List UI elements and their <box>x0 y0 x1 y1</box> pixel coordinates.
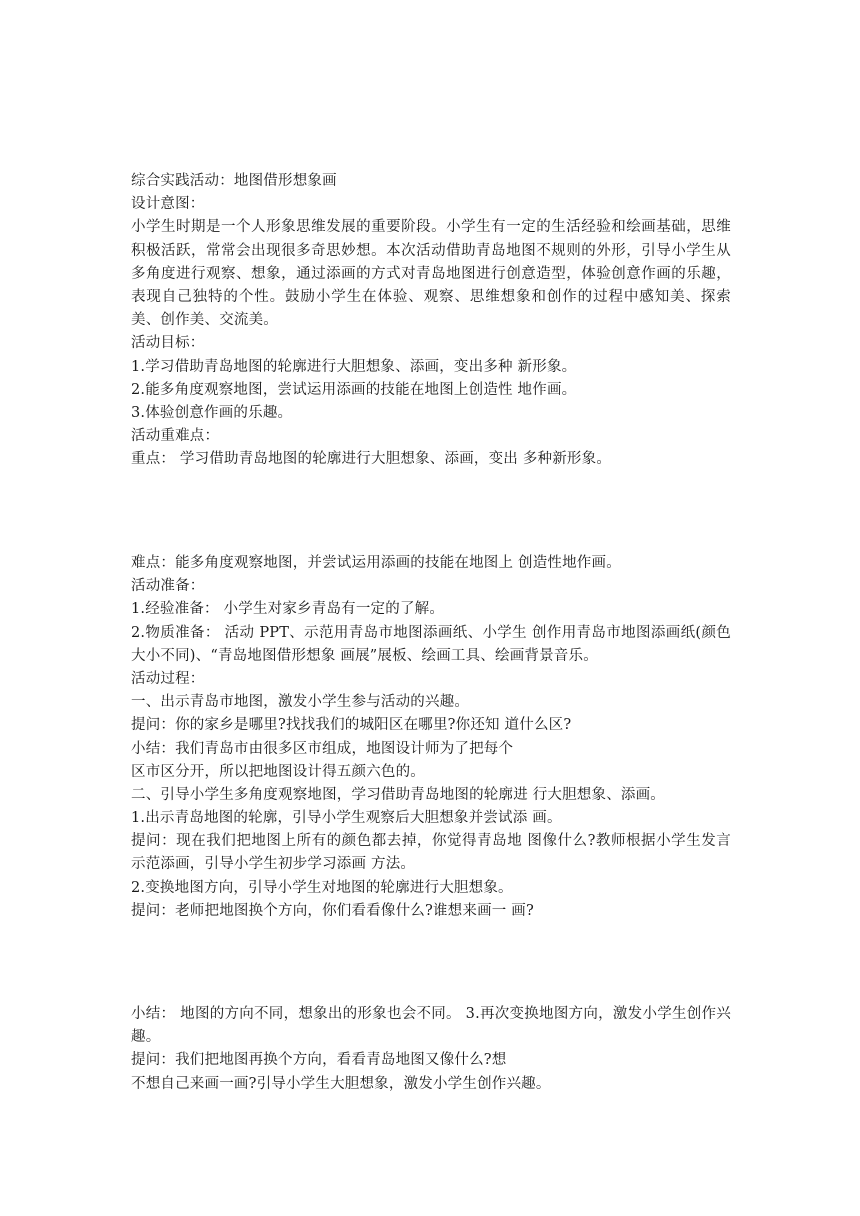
document-section-3 <box>131 1003 731 1096</box>
process-step-2-1: 1.出示青岛地图的轮廓，引导小学生观察后大胆想象并尝试添 画。 <box>131 810 562 827</box>
summary-1-line-2: 区市区分开，所以把地图设计得五颜六色的。 <box>131 763 425 780</box>
design-intent-heading: 设计意图： <box>131 196 205 213</box>
summary-2: 小结： 地图的方向不同，想象出的形象也会不同。 3.再次变换地图方向，激发小学生创作兴趣。 <box>131 1006 731 1046</box>
process-step-2-2: 2.变换地图方向，引导小学生对地图的轮廓进行大胆想象。 <box>131 879 513 896</box>
difficulty-text: 难点：能多角度观察地图，并尝试运用添画的技能在地图上 创造性地作画。 <box>131 555 621 571</box>
document-title: 综合实践活动：地图借形想象画 <box>131 173 337 189</box>
preparation-heading: 活动准备： <box>131 578 205 595</box>
goal-item-2: 2.能多角度观察地图，尝试运用添画的技能在地图上创造性 地作画。 <box>131 381 577 398</box>
question-1: 提问：你的家乡是哪里?找找我们的城阳区在哪里?你还知 道什么区? <box>131 717 572 734</box>
keypoints-heading: 活动重难点： <box>131 428 220 445</box>
design-intent-paragraph: 小学生时期是一个人形象思维发展的重要阶段。小学生有一定的生活经验和绘画基础，思维积极活跃，常常会出现很多奇思妙想。本次活动借助青岛地图不规则的外形，引导小学生从多角度进行观察、想象，通过添画的方式对青岛地图进行创意造型，体验创意作画的乐趣，表现自己独特的个性。鼓励小学生在体验、观察、思维想象和创作的过程中感知美、探索美、创作美、交流美。 <box>131 219 731 329</box>
goal-item-1: 1.学习借助青岛地图的轮廓进行大胆想象、添画，变出多种 新形象。 <box>131 358 577 375</box>
preparation-item-2: 2.物质准备： 活动 PPT、示范用青岛市地图添画纸、小学生 创作用青岛市地图添画纸(颜色大小不同)、“青岛地图借形想象 画展”展板、绘画工具、绘画背景音乐。 <box>131 624 731 664</box>
goals-heading: 活动目标： <box>131 335 205 352</box>
process-step-1: 一、出示青岛市地图，激发小学生参与活动的兴趣。 <box>131 694 470 711</box>
document-section-1 <box>131 170 731 472</box>
question-4-line-1: 提问：我们把地图再换个方向，看看青岛地图又像什么?想 <box>131 1052 507 1069</box>
keypoint-text: 重点： 学习借助青岛地图的轮廓进行大胆想象、添画，变出 多种新形象。 <box>131 451 612 468</box>
preparation-item-1: 1.经验准备： 小学生对家乡青岛有一定的了解。 <box>131 601 445 618</box>
summary-1-line-1: 小结：我们青岛市由很多区市组成，地图设计师为了把每个 <box>131 740 514 757</box>
question-3: 提问：老师把地图换个方向，你们看看像什么?谁想来画一 画? <box>131 902 534 919</box>
document-section-2 <box>131 552 731 923</box>
question-4-line-2: 不想自己来画一画?引导小学生大胆想象，激发小学生创作兴趣。 <box>131 1075 551 1092</box>
process-step-2: 二、引导小学生多角度观察地图，学习借助青岛地图的轮廓进 行大胆想象、添画。 <box>131 786 666 803</box>
process-heading: 活动过程： <box>131 670 205 687</box>
goal-item-3: 3.体验创意作画的乐趣。 <box>131 404 293 421</box>
question-2: 提问：现在我们把地图上所有的颜色都去掉，你觉得青岛地 图像什么?教师根据小学生发言示范添画，引导小学生初步学习添画 方法。 <box>131 833 731 873</box>
